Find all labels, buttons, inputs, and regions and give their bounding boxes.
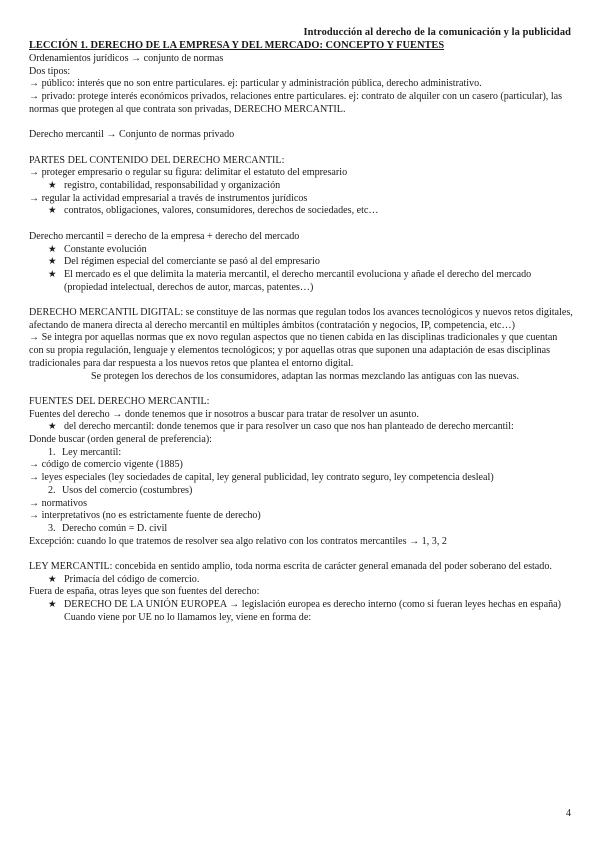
- document-body: [29, 53, 574, 625]
- text-line: Ordenamientos jurídicos → conjunto de normas: [29, 53, 224, 64]
- text-line: Donde buscar (orden general de preferencia):: [29, 434, 212, 446]
- section-heading: PARTES DEL CONTENIDO DEL DERECHO MERCANTIL:: [29, 154, 285, 166]
- text-line: → código de comercio vigente (1885): [29, 459, 183, 471]
- text-line: Se protegen los derechos de los consumidores, adaptan las normas mezclando las antiguas con las nuevas.: [91, 370, 520, 382]
- list-item: ★ El mercado es el que delimita la materia mercantil, el derecho mercantil evoluciona y añade el derecho del mercado (propiedad intelectual, derechos de autor, marcas, patentes…): [48, 268, 532, 293]
- section-heading: FUENTES DEL DERECHO MERCANTIL:: [29, 395, 210, 407]
- text-line: → interpretativos (no es estrictamente fuente de derecho): [29, 510, 261, 522]
- text-line: → privado: protege interés económicos privados, relaciones entre particulares. ej: contrato de alquiler con un casero (particular), las normas que protegen al que contrata son privadas, DERECHO MERCANTIL.: [29, 91, 563, 115]
- text-line: Derecho mercantil → Conjunto de normas privado: [29, 129, 235, 141]
- text-line: Derecho mercantil = derecho de la empresa + derecho del mercado: [29, 230, 300, 242]
- numbered-item: 1. Ley mercantil:: [48, 446, 122, 458]
- star-bullet-icon: ★: [48, 244, 57, 255]
- list-item: ★ Constante evolución: [48, 243, 147, 255]
- star-bullet-icon: ★: [48, 422, 57, 433]
- text-line: → regular la actividad empresarial a través de instrumentos jurídicos: [29, 192, 308, 204]
- text-line: Fuentes del derecho → donde tenemos que ir nosotros a buscar para tratar de resolver un asunto.: [29, 408, 419, 420]
- text-line: → público: interés que no son entre particulares. ej: particular y administración pública, derecho administrativo.: [29, 78, 482, 90]
- star-bullet-icon: ★: [48, 206, 57, 217]
- star-bullet-icon: ★: [48, 600, 57, 611]
- text-line: Excepción: cuando lo que tratemos de resolver sea algo relativo con los contratos mercantiles → 1, 3, 2: [29, 535, 447, 547]
- numbered-item: 3. Derecho común = D. civil: [48, 522, 168, 534]
- text-line: DERECHO MERCANTIL DIGITAL: se constituye de las normas que regulan todos los avances tecnológicos y nuevos retos digitales, afectando de manera directa al derecho mercantil en múltiples ámbitos (contratación y negocios, IP, competencia, etc…): [29, 307, 573, 331]
- text-line: → proteger empresario o regular su figura: delimitar el estatuto del empresario: [29, 167, 348, 179]
- page-number: 4: [566, 808, 571, 819]
- star-bullet-icon: ★: [48, 574, 57, 585]
- text-line: → Se integra por aquellas normas que ex novo regulan aspectos que no tienen cabida en las disciplinas tradicionales y que cuentan con su propia regulación, lenguaje y elementos tecnológicos; y por aquellas otras que suponen una adaptación de esas disciplinas tradicionales para dar respuesta a los nuevos retos que plantea el entorno digital.: [29, 332, 558, 369]
- list-item: ★ Primacía del código de comercio.: [48, 573, 200, 585]
- list-item: ★ DERECHO DE LA UNIÓN EUROPEA → legislación europea es derecho interno (como si fueran leyes hechas en españa) Cuando viene por UE no lo llamamos ley, viene en forma de:: [48, 599, 561, 623]
- star-bullet-icon: ★: [48, 269, 57, 280]
- text-line: Fuera de españa, otras leyes que son fuentes del derecho:: [29, 586, 260, 598]
- lesson-title: LECCIÓN 1. DERECHO DE LA EMPRESA Y DEL MERCADO: CONCEPTO Y FUENTES: [29, 40, 445, 51]
- list-item: ★ del derecho mercantil: donde tenemos que ir para resolver un caso que nos han planteado de derecho mercantil:: [48, 421, 514, 433]
- page-header: Introducción al derecho de la comunicación y la publicidad: [303, 27, 571, 38]
- list-item: ★ contratos, obligaciones, valores, consumidores, derechos de sociedades, etc…: [48, 205, 379, 217]
- text-line: → leyes especiales (ley sociedades de capital, ley general publicidad, ley contrato seguro, ley competencia desleal): [29, 472, 494, 484]
- text-line: → normativos: [29, 497, 88, 509]
- list-item: ★ registro, contabilidad, responsabilidad y organización: [48, 180, 281, 191]
- star-bullet-icon: ★: [48, 257, 57, 268]
- text-line: LEY MERCANTIL: concebida en sentido amplio, toda norma escrita de carácter general emanada del poder soberano del estado.: [29, 561, 552, 573]
- star-bullet-icon: ★: [48, 181, 57, 191]
- list-item: ★ Del régimen especial del comerciante se pasó al del empresario: [48, 256, 320, 268]
- text-line: Dos tipos:: [29, 65, 71, 77]
- numbered-item: 2. Usos del comercio (costumbres): [48, 484, 193, 496]
